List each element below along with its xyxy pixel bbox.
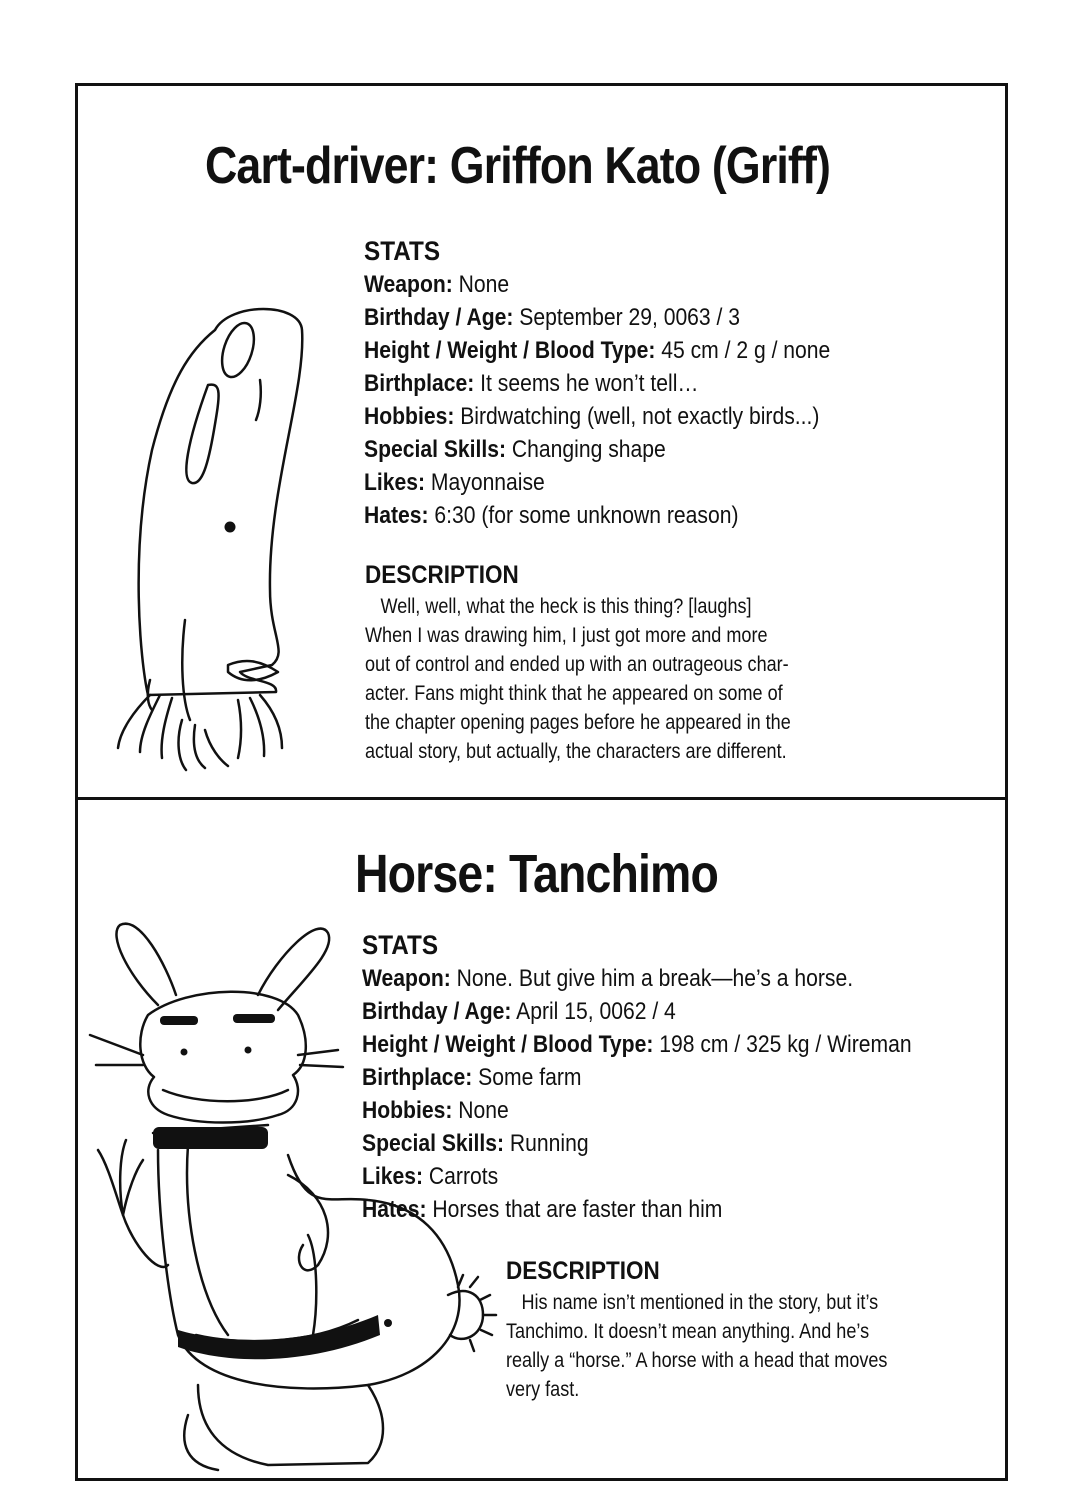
stat-hates: Hates: 6:30 (for some unknown reason) xyxy=(364,502,739,529)
stats-heading: STATS xyxy=(364,236,441,266)
stat-special-skills: Special Skills: Running xyxy=(362,1130,589,1157)
stat-weapon: Weapon: None. But give him a break—he’s a horse. xyxy=(362,965,854,992)
description-heading: DESCRIPTION xyxy=(365,561,519,589)
stat-height-weight-blood: Height / Weight / Blood Type: 198 cm / 325 kg / Wireman xyxy=(362,1031,912,1058)
description-line: When I was drawing him, I just got more and more xyxy=(365,624,768,647)
description-line: out of control and ended up with an outrageous char- xyxy=(365,653,789,676)
character-title-griff: Cart-driver: Griffon Kato (Griff) xyxy=(205,137,831,195)
description-line: acter. Fans might think that he appeared on some of xyxy=(365,682,783,705)
description-line: really a “horse.” A horse with a head that moves xyxy=(506,1349,888,1372)
panel-divider xyxy=(75,797,1008,800)
description-line: His name isn’t mentioned in the story, but it’s xyxy=(521,1291,879,1314)
stat-birthplace: Birthplace: Some farm xyxy=(362,1064,582,1091)
description-heading: DESCRIPTION xyxy=(506,1257,660,1285)
stats-heading: STATS xyxy=(362,930,439,960)
description-line: actual story, but actually, the characters are different. xyxy=(365,740,787,763)
stat-weapon: Weapon: None xyxy=(364,271,510,298)
stat-hobbies: Hobbies: None xyxy=(362,1097,509,1124)
description-line: Tanchimo. It doesn’t mean anything. And he’s xyxy=(506,1320,870,1343)
stats-block-griff xyxy=(364,236,894,532)
stats-block-tanchimo xyxy=(362,930,987,1226)
stat-height-weight-blood: Height / Weight / Blood Type: 45 cm / 2 g / none xyxy=(364,337,831,364)
stat-birthday-age: Birthday / Age: April 15, 0062 / 4 xyxy=(362,998,676,1025)
stat-likes: Likes: Carrots xyxy=(362,1163,499,1190)
stat-hobbies: Hobbies: Birdwatching (well, not exactly birds...) xyxy=(364,403,820,430)
description-block-griff xyxy=(365,560,885,766)
description-line: the chapter opening pages before he appeared in the xyxy=(365,711,791,734)
description-block-tanchimo xyxy=(506,1256,986,1404)
description-line: Well, well, what the heck is this thing? [laughs] xyxy=(380,595,752,618)
griff-illustration xyxy=(110,300,320,780)
stat-birthday-age: Birthday / Age: September 29, 0063 / 3 xyxy=(364,304,741,331)
stat-hates: Hates: Horses that are faster than him xyxy=(362,1196,723,1223)
character-title-tanchimo: Horse: Tanchimo xyxy=(355,844,718,904)
stat-special-skills: Special Skills: Changing shape xyxy=(364,436,666,463)
stat-likes: Likes: Mayonnaise xyxy=(364,469,545,496)
description-line: very fast. xyxy=(506,1378,580,1401)
stat-birthplace: Birthplace: It seems he won’t tell… xyxy=(364,370,699,397)
